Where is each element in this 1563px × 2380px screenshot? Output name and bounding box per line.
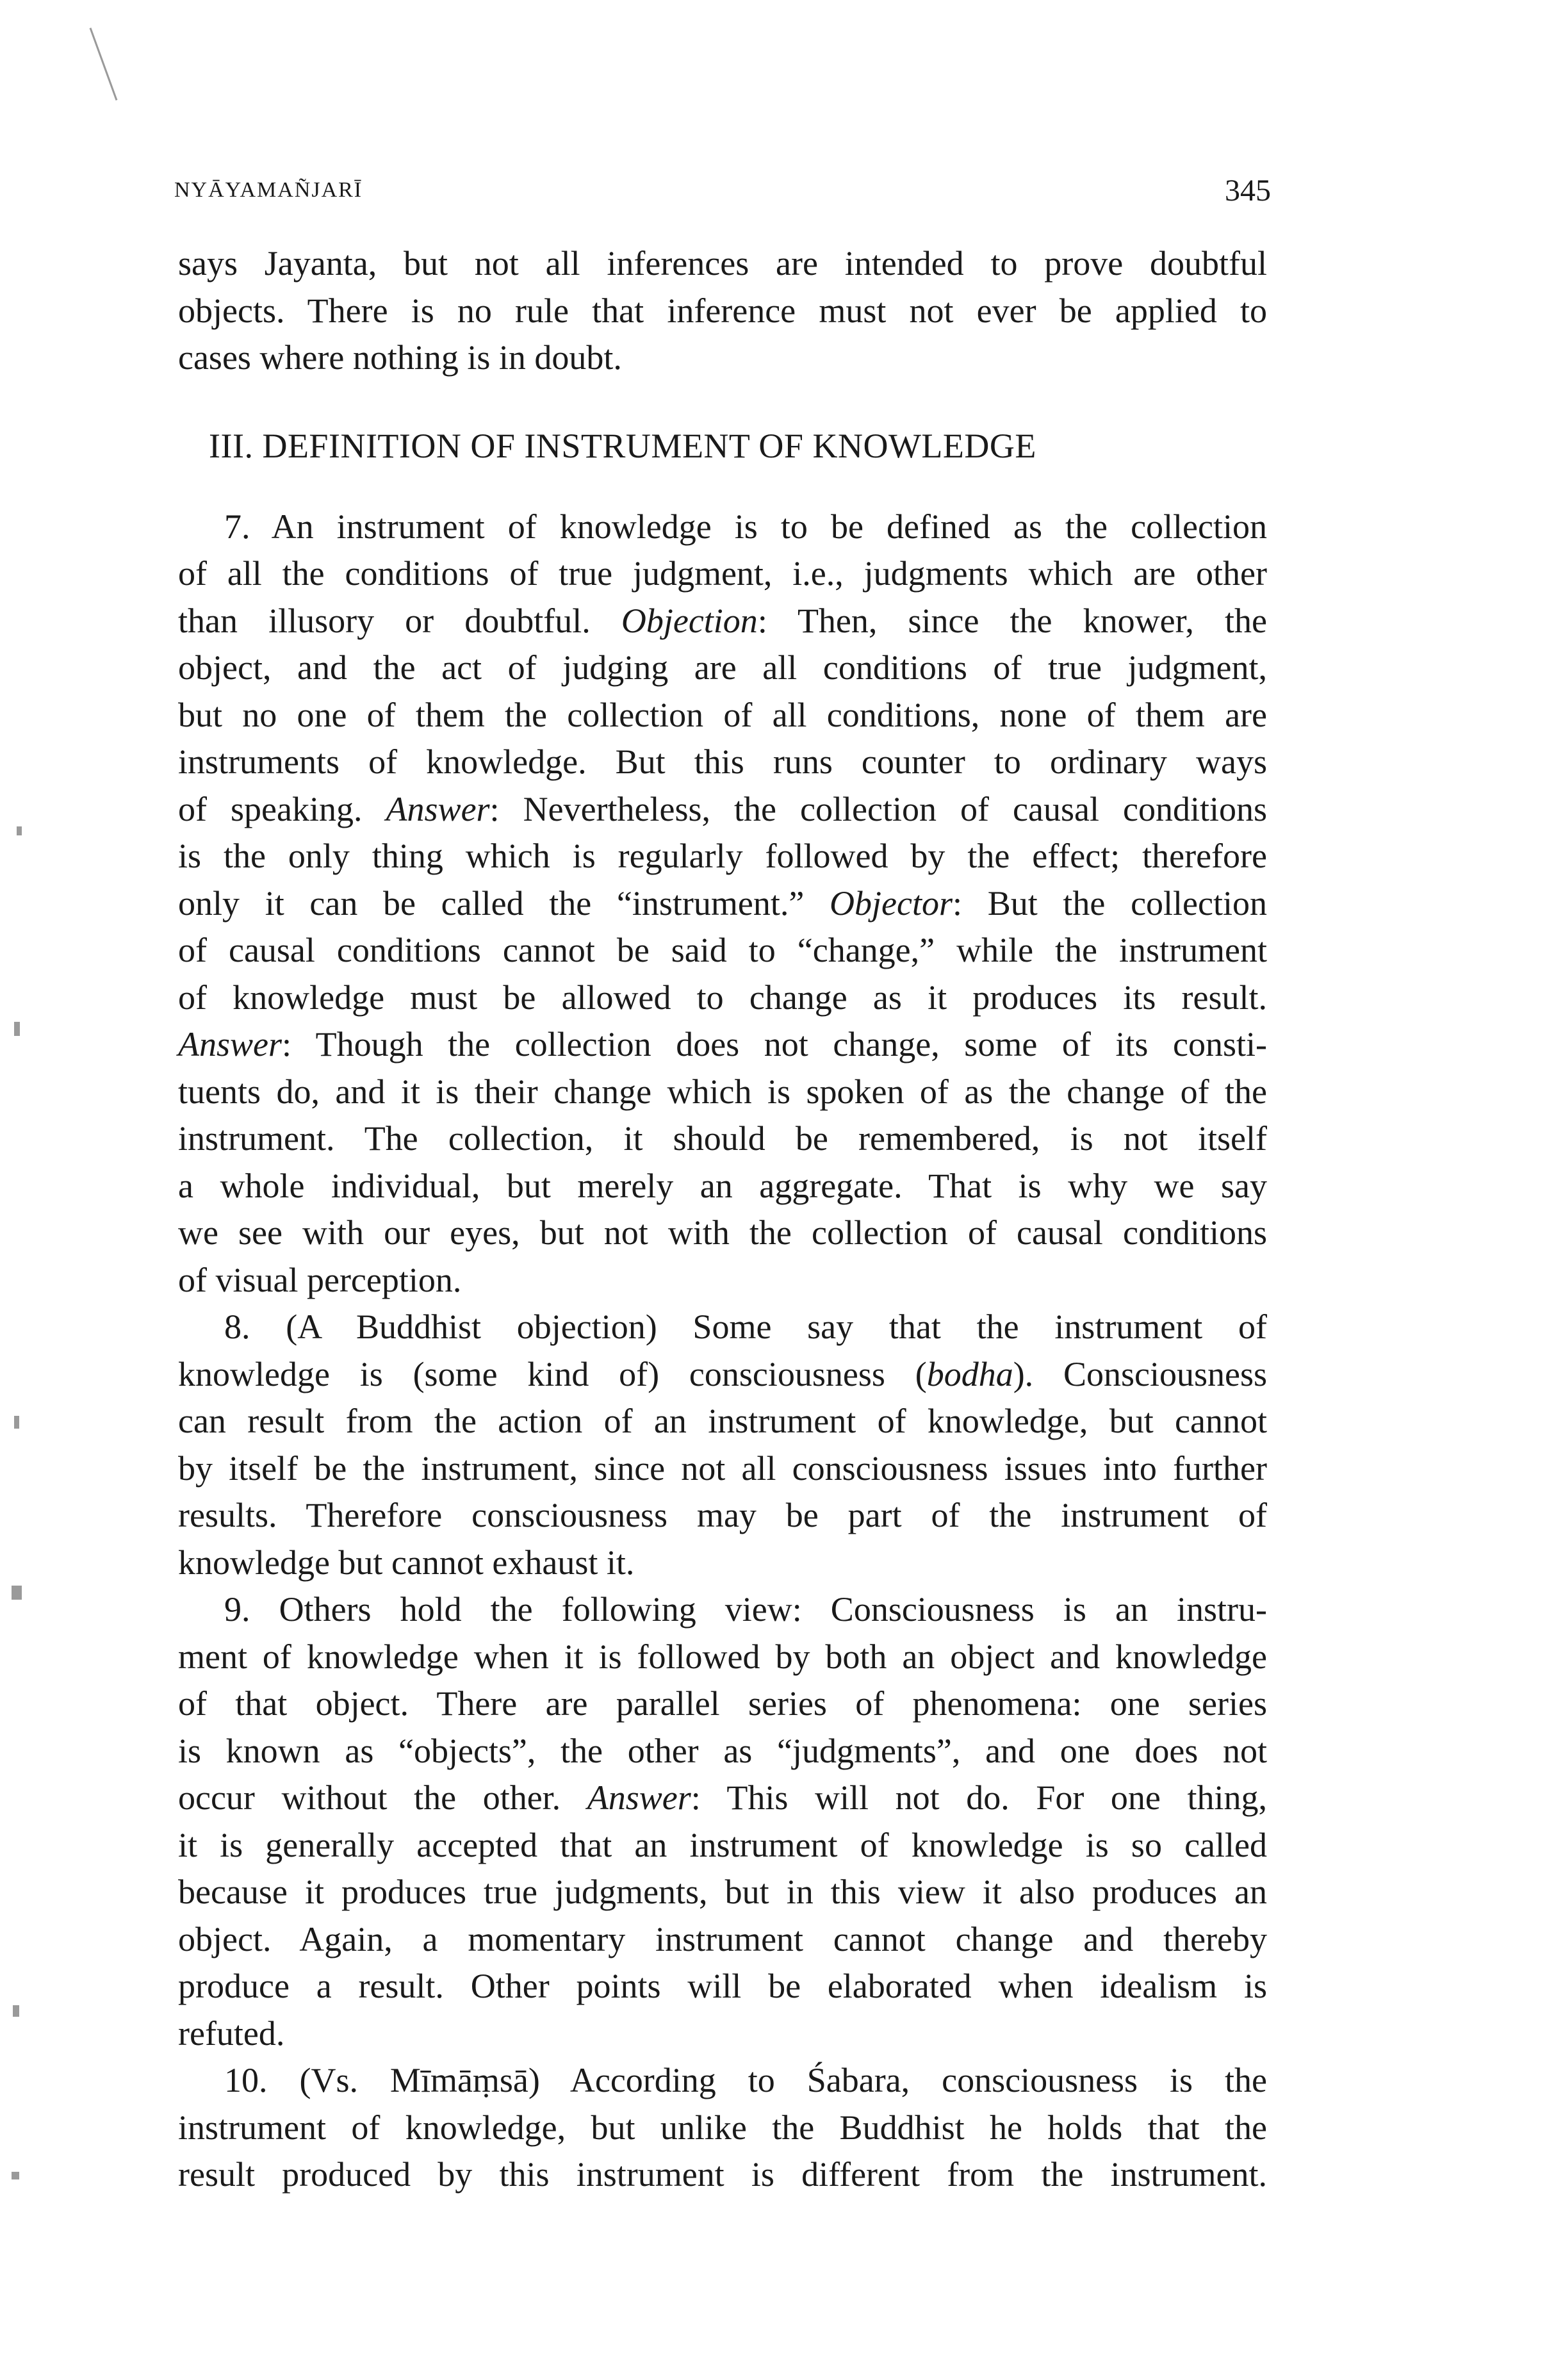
text-line: instrument. The collection, it should be remembered, is not itself [178,1119,1267,1158]
text-line: 7. An instrument of knowledge is to be defined as the collection [224,507,1267,546]
section-heading: III. DEFINITION OF INSTRUMENT OF KNOWLEDGE [209,426,1036,465]
text-line: by itself be the instrument, since not all consciousness issues into further [178,1449,1267,1488]
text-line: knowledge but cannot exhaust it. [178,1543,635,1582]
text-line: objects. There is no rule that inference must not ever be applied to [178,291,1267,330]
italic-term: Answer [386,789,490,828]
text-line: result produced by this instrument is different from the instrument. [178,2155,1267,2194]
text-line: of causal conditions cannot be said to “change,” while the instrument [178,931,1267,969]
text-line: 8. (A Buddhist objection) Some say that the instrument of [224,1308,1267,1346]
text-line: it is generally accepted that an instrument of knowledge is so called [178,1825,1267,1864]
body-text [178,240,1267,2199]
text-line: refuted. [178,2014,285,2053]
text-line: 9. Others hold the following view: Consciousness is an instru- [224,1590,1267,1629]
text-line: of that object. There are parallel series of phenomena: one series [178,1684,1267,1723]
text-line: 10. (Vs. Mīmāṃsā) According to Śabara, consciousness is the [224,2061,1267,2099]
text-line: of knowledge must be allowed to change as it produces its result. [178,978,1267,1017]
scan-speck [14,1416,19,1429]
scan-speck [14,1022,20,1036]
italic-term: Objection [621,601,758,640]
scan-speck [90,28,118,101]
text-line: of all the conditions of true judgment, i.e., judgments which are other [178,554,1267,593]
text-line: is the only thing which is regularly followed by the effect; therefore [178,837,1267,875]
running-header [174,173,1271,211]
text-line: produce a result. Other points will be elaborated when idealism is [178,1967,1267,2005]
text-line: of speaking. Answer: Nevertheless, the collection of causal conditions [178,789,1268,828]
text-line: cases where nothing is in doubt. [178,338,622,377]
scan-speck [17,826,22,835]
scan-speck [12,1586,22,1600]
text-line: occur without the other. Answer: This will not do. For one thing, [178,1778,1268,1817]
text-line: results. Therefore consciousness may be part of the instrument of [178,1496,1267,1534]
text-line: we see with our eyes, but not with the collection of causal conditions [178,1213,1267,1252]
text-line: knowledge is (some kind of) consciousness (bodha). Consciousness [178,1354,1267,1393]
text-line: says Jayanta, but not all inferences are intended to prove doubtful [178,244,1267,283]
text-line: tuents do, and it is their change which is spoken of as the change of the [178,1072,1267,1111]
scan-speck [12,2172,19,2179]
text-line: ment of knowledge when it is followed by both an object and knowledge [178,1637,1267,1676]
running-title: NYĀYAMAÑJARĪ [174,178,363,202]
page-number: 345 [1225,174,1271,208]
spacer [178,478,1267,504]
text-line: object, and the act of judging are all conditions of true judgment, [178,648,1267,687]
text-line: object. Again, a momentary instrument cannot change and thereby [178,1919,1267,1958]
spacer [178,382,1267,414]
text-line: only it can be called the “instrument.” Objector: But the collection [178,883,1267,923]
text-line: Answer: Though the collection does not change, some of its consti- [178,1025,1267,1063]
italic-term: Answer [178,1025,282,1063]
text-line: but no one of them the collection of all conditions, none of them are [178,695,1267,734]
text-line: a whole individual, but merely an aggregate. That is why we say [178,1166,1267,1205]
text-line: because it produces true judgments, but in this view it also produces an [178,1873,1267,1911]
text-line: can result from the action of an instrument of knowledge, but cannot [178,1402,1267,1440]
text-line: instrument of knowledge, but unlike the Buddhist he holds that the [178,2108,1267,2147]
text-line: than illusory or doubtful. Objection: Then, since the knower, the [178,601,1267,640]
italic-term: Answer [587,1778,691,1817]
italic-term: bodha [926,1354,1013,1393]
scan-speck [13,2005,19,2017]
text-line: of visual perception. [178,1260,462,1299]
text-line: is known as “objects”, the other as “judgments”, and one does not [178,1731,1267,1770]
text-line: instruments of knowledge. But this runs counter to ordinary ways [178,743,1267,781]
italic-term: Objector [830,883,953,923]
